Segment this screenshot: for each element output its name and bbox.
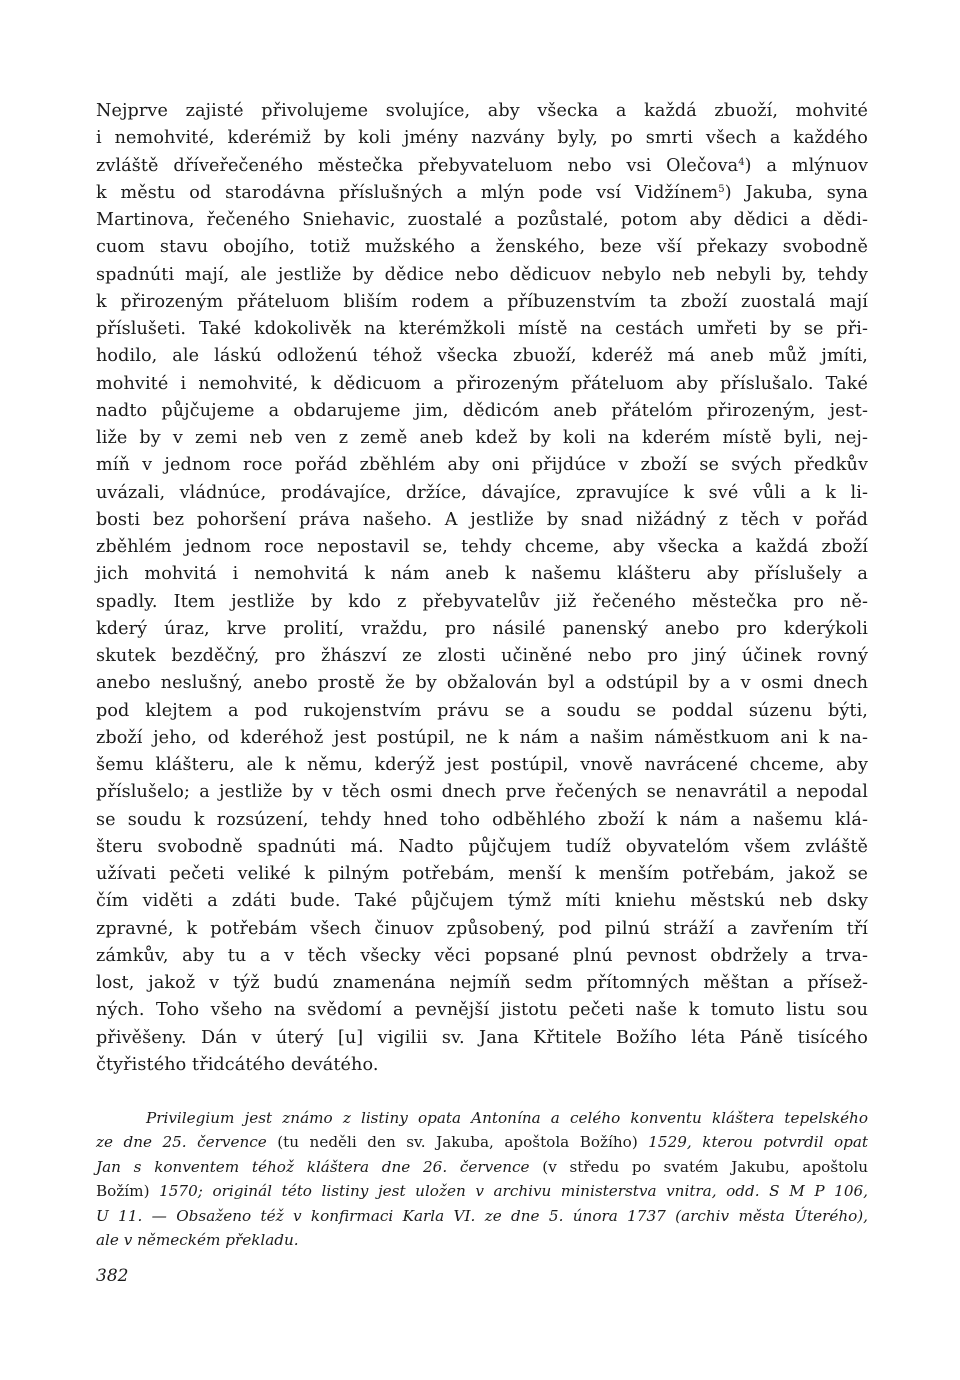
text-line: Nejprve zajisté přivolujeme svolujíce, aby všecka a každá zbuoží, mohvité xyxy=(96,101,868,121)
text-line: zběhlém jednom roce nepostavil se, tehdy chceme, aby všecka a každá zboží xyxy=(96,537,868,557)
text-line: se soudu k rozsúzení, tehdy hned toho odběhlého zboží k nám a našemu klá- xyxy=(96,809,868,830)
text-line: čtyřistého třidcátého devátého. xyxy=(96,1054,379,1075)
text-line: jich mohvitá i nemohvitá k nám aneb k našemu klášteru aby příslušely a xyxy=(96,564,868,585)
note-line: ze dne 25. července (tu neděli den sv. Jakuba, apoštola Božího) 1529, kterou potvrdil opat xyxy=(96,1133,868,1152)
text-line: lost, jakož v týž budú znamenána nejmíň sedm přítomných měštan a přísež- xyxy=(96,973,868,993)
text-line: šemu klášteru, ale k němu, kderýž jest postúpil, vnově navrácené chceme, aby xyxy=(96,755,868,775)
note-line: U 11. — Obsaženo též v konfirmaci Karla VI. ze dne 5. února 1737 (archiv města Úterého), xyxy=(96,1206,868,1225)
text-line: cuom stavu obojího, totiž mužského a ženského, beze vší překazy svobodně xyxy=(96,237,868,258)
note-line: Privilegium jest známo z listiny opata Antonína a celého konventu kláštera tepelského xyxy=(146,1109,868,1127)
text-line: uvázali, vládnúce, prodávajíce, držíce, dávajíce, zpravujíce k své vůli a k li- xyxy=(96,482,868,503)
text-line: liže by v zemi neb ven z země aneb kdež by koli na kderém místě byli, nej- xyxy=(96,428,868,448)
text-line: zpravné, k potřebám všech činuov způsobený, pod pilnú stráží a zavřením tří xyxy=(96,918,868,939)
text-line: hodilo, ale láskú odloženú téhož všecka zbuoží, kderéž má aneb můž jmíti, xyxy=(96,346,868,367)
text-line: spadnúti mají, ale jestliže by dědice nebo dědicuov nebylo neb nebyli by, tehdy xyxy=(96,264,868,285)
text-line: pod klejtem a pod rukojenstvím právu se a soudu se poddal súzenu býti, xyxy=(96,700,868,721)
text-line: zboží jeho, od kderéhož jest postúpil, ne k nám a našim náměstkuom ani k na- xyxy=(96,727,868,748)
text-line: Martinova, řečeného Sniehavic, zuostalé a pozůstalé, potom aby dědici a dědi- xyxy=(96,210,868,230)
note-line: ale v německém překladu. xyxy=(96,1231,299,1250)
page-number: 382 xyxy=(96,1266,129,1286)
text-line: skutek bezděčný, pro žhászví ze zlosti učiněné nebo pro jiný účinek rovný xyxy=(96,646,868,666)
text-line: k městu od starodávna příslušných a mlýn pode vsí Vidžínem$^5$) Jakuba, syna xyxy=(96,182,868,203)
text-line: anebo neslušný, anebo prostě že by obžalován byl a odstúpil by a v osmi dnech xyxy=(96,673,868,694)
footnote-ref: 5 xyxy=(718,183,725,195)
text-line: ných. Toho všeho na svědomí a pevnější jistotu pečeti naše k tomuto listu sou xyxy=(96,1000,868,1021)
note-line: Jan s konventem téhož kláštera dne 26. července (v středu po svatém Jakubu, apoštolu xyxy=(96,1157,869,1176)
text-line: k přirozeným přáteluom bliším rodem a příbuzenstvím ta zboží zuostalá mají xyxy=(96,291,868,312)
text-line: příslušelo; a jestliže by v těch osmi dnech prve řečených se nenavrátil a nepodal xyxy=(96,782,868,803)
text-line: bosti bez pohoršení práva našeho. A jestliže by snad nižádný z těch v pořád xyxy=(96,509,868,530)
editorial-note xyxy=(96,1106,868,1252)
document-page xyxy=(96,98,868,1358)
text-line: přivěšeny. Dán v úterý [u] vigilii sv. Jana Křtitele Božího léta Páně tisícého xyxy=(96,1027,868,1048)
text-line: míň v jednom roce pořád zběhlém aby oni přijdúce v zboží se svých předkův xyxy=(96,455,868,476)
charter-text xyxy=(96,98,868,1079)
text-line: užívati pečeti veliké k pilným potřebám, menší k menším potřebám, jakož se xyxy=(96,864,868,884)
text-line: zámkův, aby tu a v těch všecky věci popsané plnú pevnost obdržely a trva- xyxy=(96,945,868,966)
text-line: čím viděti a zdáti bude. Také půjčujem týmž míti kniehu městskú neb dsky xyxy=(96,891,868,912)
note-line: Božím) 1570; originál této listiny jest uložen v archivu ministerstva vnitra, odd. S M P 106, xyxy=(96,1182,868,1201)
text-line: mohvité i nemohvité, k dědicuom a přirozeným přáteluom aby příslušalo. Také xyxy=(96,373,868,394)
text-line: šteru svobodně spadnúti má. Nadto půjčujem tudíž obyvatelóm všem zvláště xyxy=(96,836,868,857)
text-line: zvláště dříveřečeného městečka přebyvateluom nebo vsi Olečova$^4$) a mlýnuov xyxy=(96,155,868,176)
text-line: kderý úraz, krve prolití, vraždu, pro násilé panenský anebo pro kderýkoli xyxy=(96,618,868,639)
text-line: i nemohvité, kderémiž by koli jmény nazvány byly, po smrti všech a každého xyxy=(96,128,868,149)
text-line: spadly. Item jestliže by kdo z přebyvatelův již řečeného městečka pro ně- xyxy=(96,591,868,612)
text-line: nadto půjčujeme a obdarujeme jim, dědicóm aneb přátelóm přirozeným, jest- xyxy=(96,400,868,421)
text-line: příslušeti. Také kdokolivěk na kterémžkoli místě na cestách umřeti by se při- xyxy=(96,319,868,339)
footnote-ref: 4 xyxy=(738,156,745,168)
